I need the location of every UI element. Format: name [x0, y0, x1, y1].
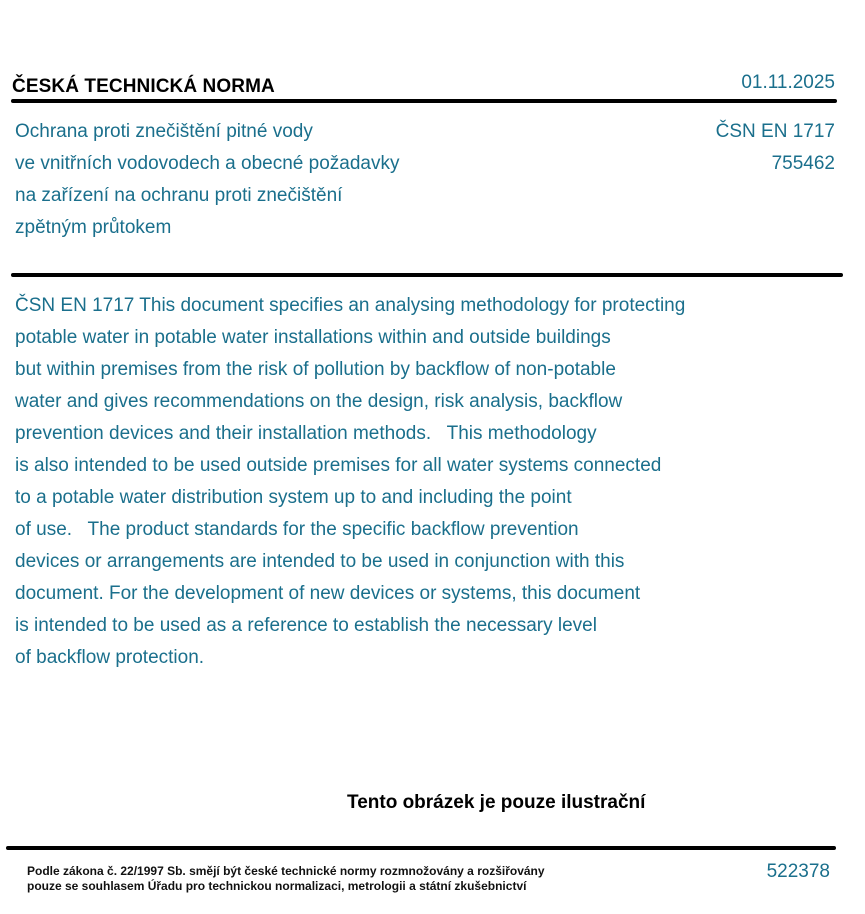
abstract-line: water and gives recommendations on the design, risk analysis, backflow — [15, 391, 623, 412]
abstract-line: document. For the development of new devices or systems, this document — [15, 583, 641, 604]
footer-divider — [6, 846, 836, 850]
title-line: na zařízení na ochranu proti znečištění — [15, 185, 343, 206]
legal-line: Podle zákona č. 22/1997 Sb. smějí být české technické normy rozmnožovány a rozšiřovány — [27, 864, 545, 878]
abstract-line: prevention devices and their installation methods. This methodology — [15, 423, 597, 444]
document-id: 522378 — [766, 861, 830, 882]
abstract-line: ČSN EN 1717 This document specifies an analysing methodology for protecting — [15, 295, 686, 316]
title-line: zpětným průtokem — [15, 217, 172, 238]
abstract-line: to a potable water distribution system up to and including the point — [15, 487, 572, 508]
title-line: Ochrana proti znečištění pitné vody — [15, 121, 313, 142]
publication-date: 01.11.2025 — [741, 72, 835, 93]
abstract-line: but within premises from the risk of pollution by backflow of non-potable — [15, 359, 616, 380]
abstract-line: potable water in potable water installations within and outside buildings — [15, 327, 611, 348]
standard-code: ČSN EN 1717 — [715, 121, 835, 142]
legal-line: pouze se souhlasem Úřadu pro technickou normalizaci, metrologii a státní zkušebnictví — [27, 879, 527, 893]
section-divider — [11, 273, 843, 277]
norm-label: ČESKÁ TECHNICKÁ NORMA — [12, 76, 275, 97]
abstract-line: of backflow protection. — [15, 647, 205, 668]
abstract-text — [15, 290, 685, 674]
title-line: ve vnitřních vodovodech a obecné požadavky — [15, 153, 400, 174]
class-number: 755462 — [771, 153, 835, 174]
abstract-line: devices or arrangements are intended to be used in conjunction with this — [15, 551, 625, 572]
standard-title — [15, 116, 399, 244]
abstract-line: is also intended to be used outside premises for all water systems connected — [15, 455, 662, 476]
abstract-line: is intended to be used as a reference to establish the necessary level — [15, 615, 597, 636]
legal-notice — [27, 864, 545, 894]
illustration-note: Tento obrázek je pouze ilustrační — [347, 792, 646, 813]
header-divider — [11, 99, 837, 103]
abstract-line: of use. The product standards for the specific backflow prevention — [15, 519, 579, 540]
standard-codes — [716, 116, 835, 180]
